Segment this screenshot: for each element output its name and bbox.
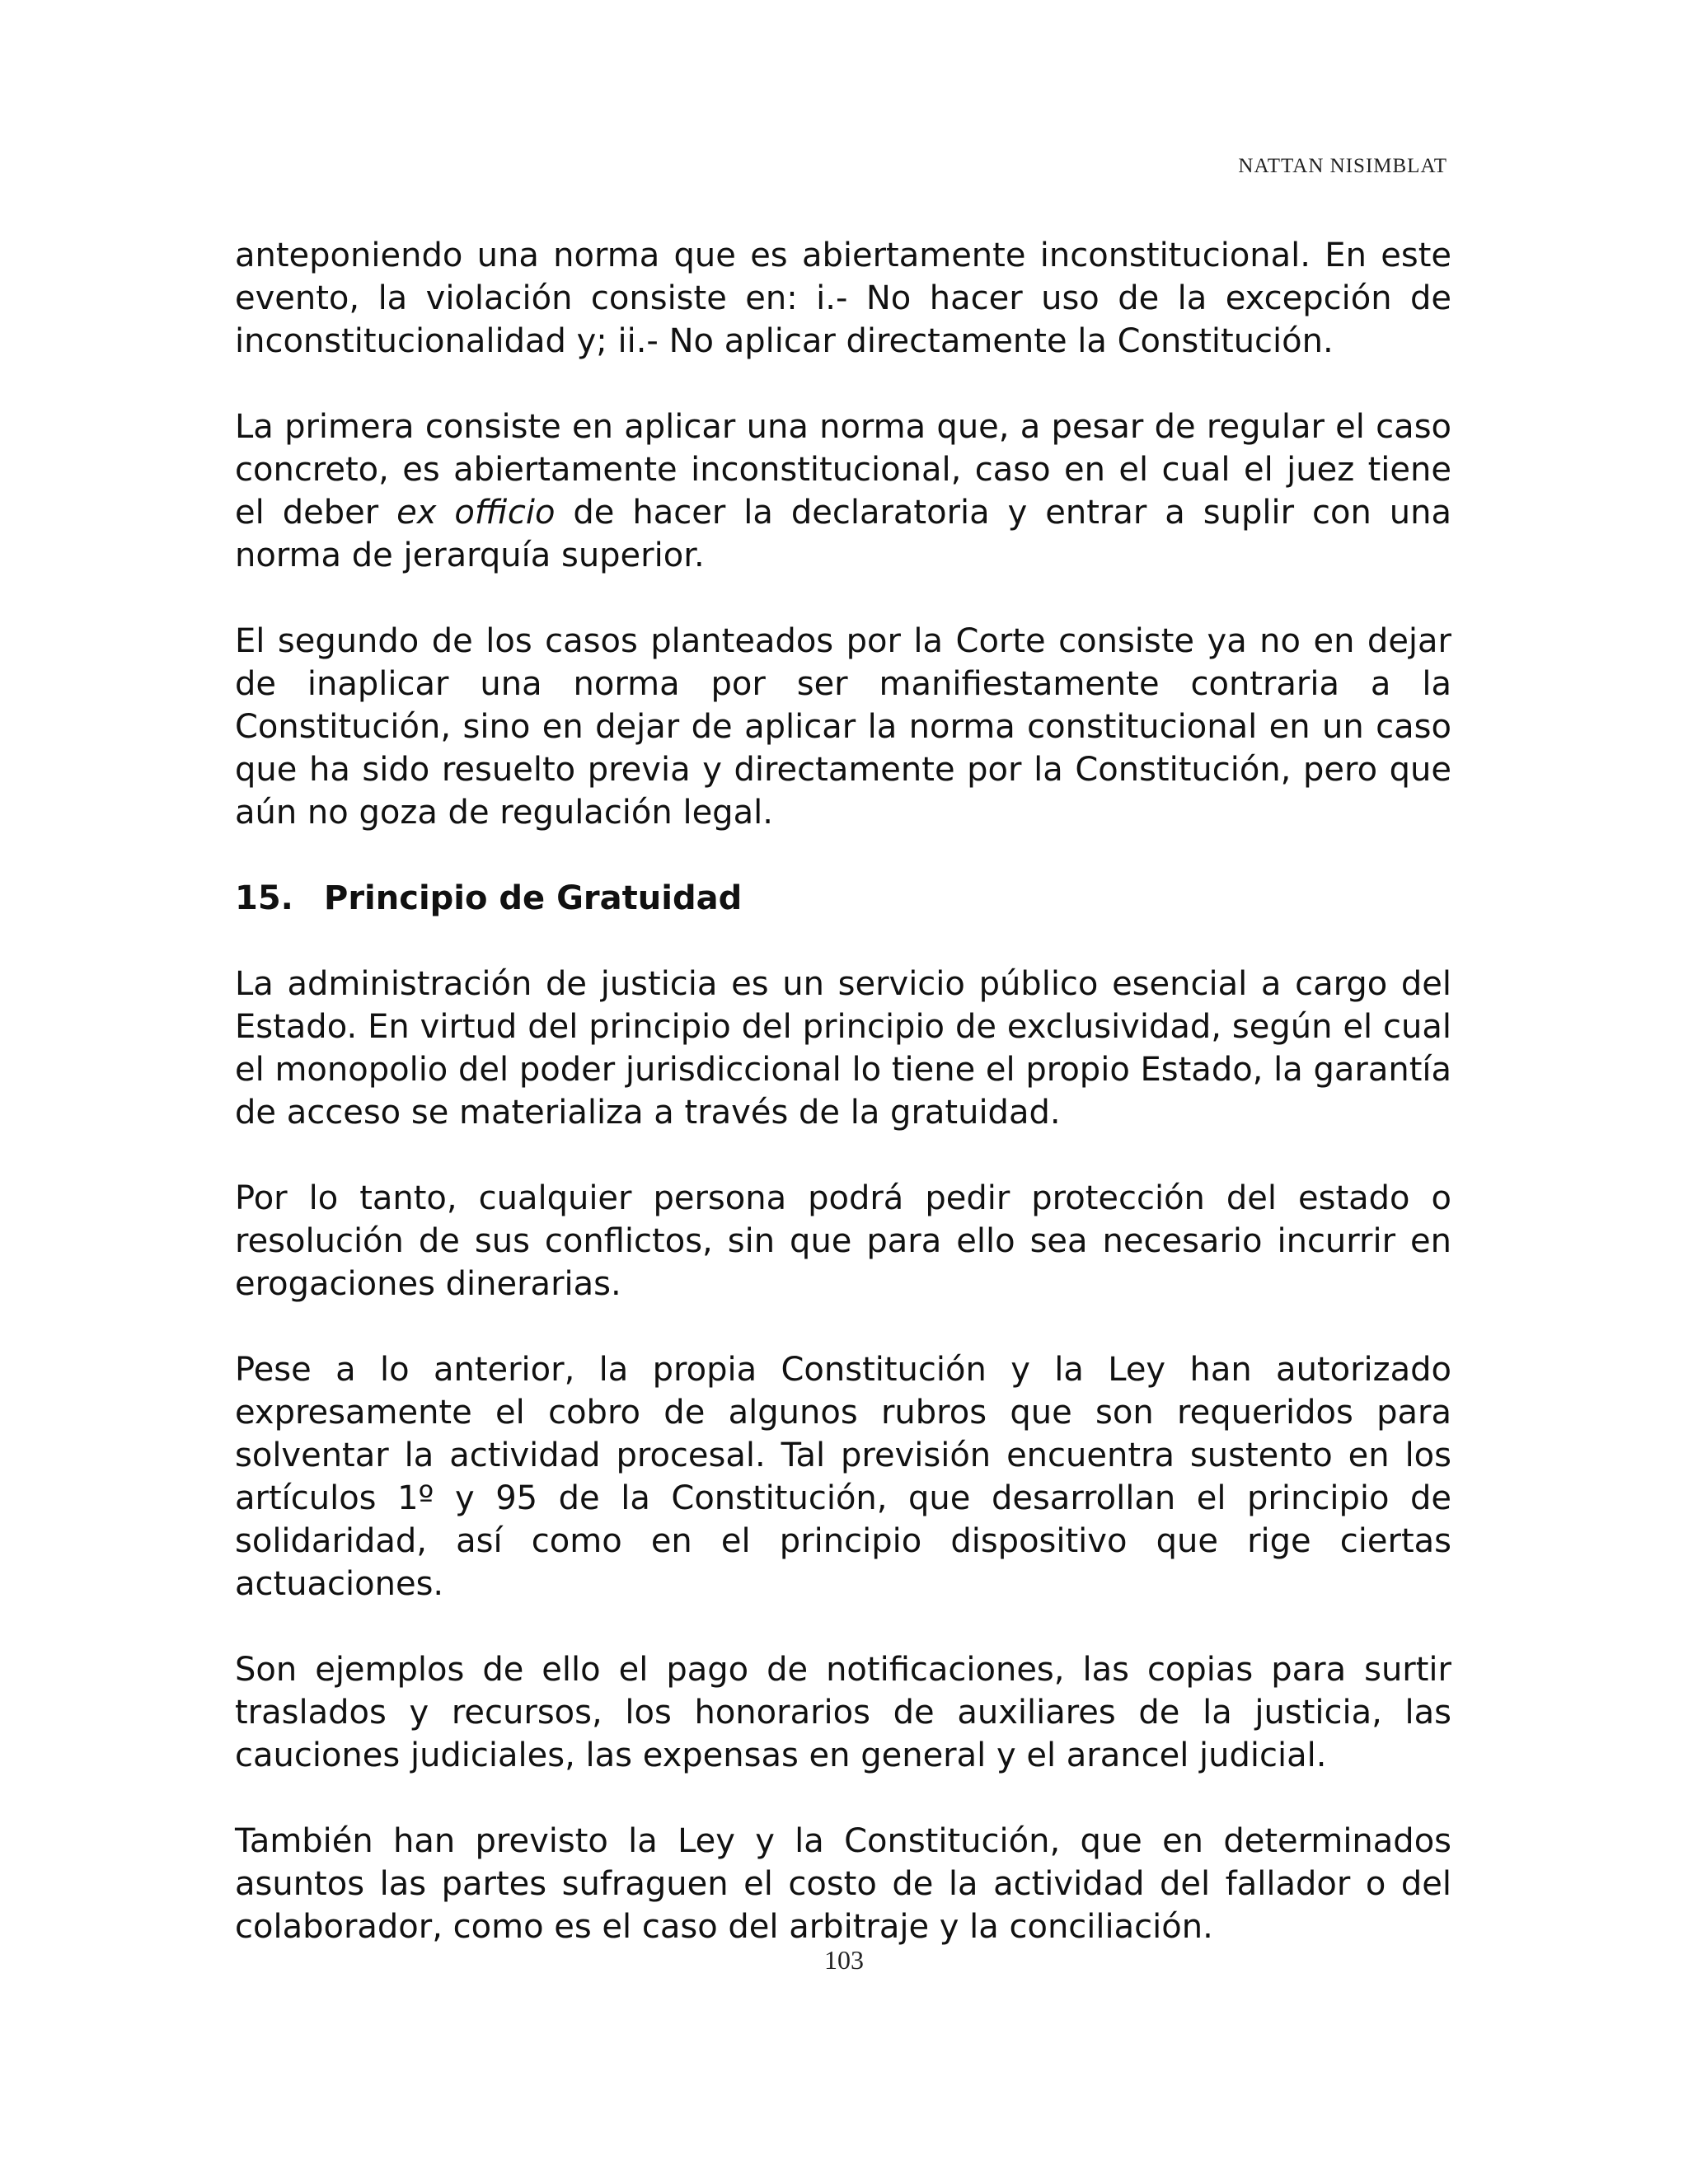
paragraph-1: anteponiendo una norma que es abiertamente inconstitucional. En este evento, la violación consiste en: i.- No hacer uso de la excepción de inconstitucionalidad y; ii.- No aplicar directamente la Constitución. [235, 237, 1451, 360]
paragraph-2-text-start: La primera consiste en aplicar una norma que, a pesar de regular el caso concreto, es abiertamente inconstitucional, caso en el cual el juez tiene el deber [235, 408, 1451, 532]
page-number: 103 [824, 1945, 864, 1975]
paragraph-7: Son ejemplos de ello el pago de notificaciones, las copias para surtir traslados y recursos, los honorarios de auxiliares de la justicia, las cauciones judiciales, las expensas en general y el arancel judicial. [235, 1651, 1451, 1774]
paragraph-6: Pese a lo anterior, la propia Constitución y la Ley han autorizado expresamente el cobro de algunos rubros que son requeridos para solventar la actividad procesal. Tal previsión encuentra sustento en los artículos 1º y 95 de la Constitución, que desarrollan el principio de solidaridad, así como en el principio dispositivo que rige ciertas actuaciones. [235, 1351, 1451, 1603]
paragraph-3: El segundo de los casos planteados por la Corte consiste ya no en dejar de inaplicar una norma por ser manifiestamente contraria a la Constitución, sino en dejar de aplicar la norma constitucional en un caso que ha sido resuelto previa y directamente por la Constitución, pero que aún no goza de regulación legal. [235, 622, 1451, 832]
body-text [235, 234, 1451, 1948]
section-heading [235, 877, 1451, 920]
paragraph-8: También han previsto la Ley y la Constitución, que en determinados asuntos las partes sufraguen el costo de la actividad del fallador o del colaborador, como es el caso del arbitraje y la conciliación. [235, 1822, 1451, 1946]
section-number: 15. [235, 879, 293, 917]
paragraph-2-text-end: de hacer la declaratoria y entrar a suplir con una norma de jerarquía superior. [235, 494, 1452, 574]
paragraph-4: La administración de justicia es un servicio público esencial a cargo del Estado. En virtud del principio del principio de exclusividad, según el cual el monopolio del poder jurisdiccional lo tiene el propio Estado, la garantía de acceso se materializa a través de la gratuidad. [235, 965, 1451, 1132]
paragraph-2 [235, 405, 1451, 577]
paragraph-5: Por lo tanto, cualquier persona podrá pedir protección del estado o resolución de sus conflictos, sin que para ello sea necesario incurrir en erogaciones dinerarias. [235, 1179, 1451, 1303]
section-title: Principio de Gratuidad [324, 879, 743, 917]
paragraph-2-italic-term: ex officio [396, 494, 556, 532]
running-header-author: NATTAN NISIMBLAT [1238, 155, 1447, 177]
